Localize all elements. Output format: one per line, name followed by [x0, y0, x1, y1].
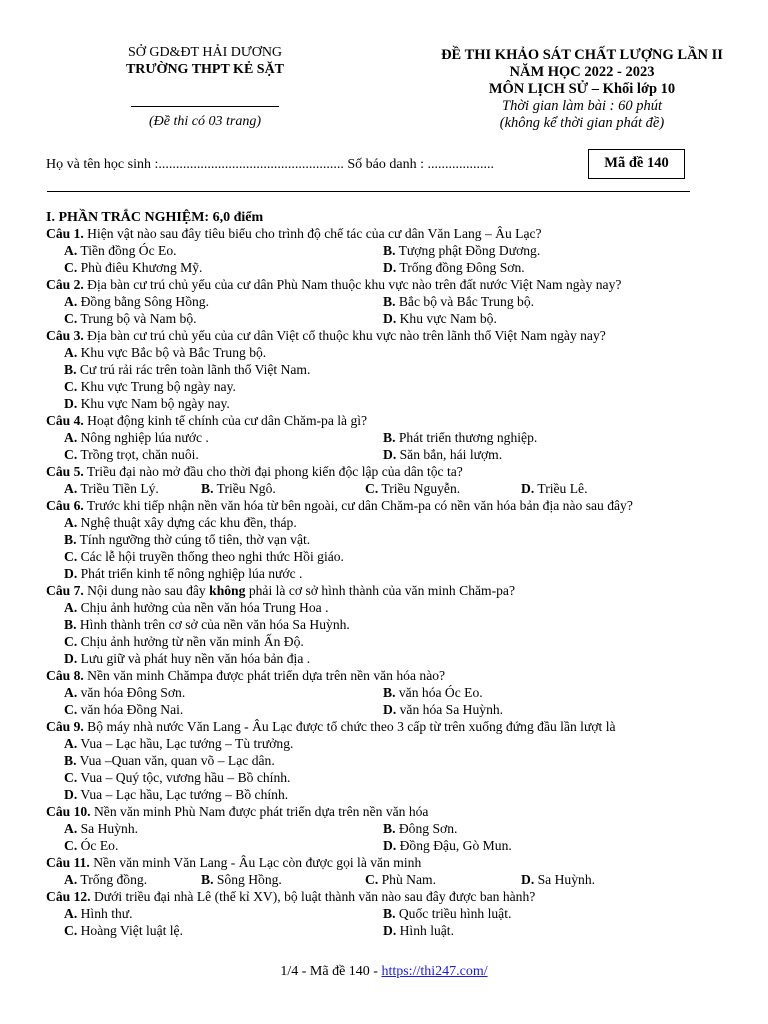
- question-4: [46, 412, 746, 463]
- question-stem: [46, 888, 746, 905]
- options-row: [46, 446, 746, 463]
- option-text: văn hóa Sa Huỳnh.: [396, 702, 504, 717]
- answer-options: [46, 905, 746, 939]
- option-key: B.: [64, 532, 77, 547]
- option-key: A.: [64, 430, 78, 445]
- section-title: I. PHẦN TRẮC NGHIỆM: 6,0 điểm: [46, 210, 264, 225]
- option-text: Chịu ảnh hưởng của nền văn hóa Trung Hoa .: [77, 600, 329, 615]
- question-number: Câu 6.: [46, 498, 84, 513]
- student-id-label: Số báo danh : ...................: [347, 157, 494, 172]
- option-text: Hoàng Việt luật lệ.: [77, 923, 183, 938]
- subject-line: MÔN LỊCH SỬ – Khối lớp 10: [488, 81, 676, 97]
- options-row: [46, 701, 746, 718]
- option-text: Khu vực Nam bộ ngày nay.: [77, 396, 230, 411]
- question-text: phải là cơ sở hình thành của văn minh Chăm-pa?: [245, 583, 515, 598]
- option-key: D.: [64, 566, 78, 581]
- option-key: D.: [383, 260, 397, 275]
- options-row: [46, 242, 746, 259]
- option-b[interactable]: [383, 429, 683, 446]
- option-text: Tiền đồng Óc Eo.: [77, 243, 177, 258]
- option-key: C.: [64, 634, 78, 649]
- question-stem: [46, 327, 746, 344]
- option-text: Vua – Quý tộc, vương hầu – Bồ chính.: [77, 770, 291, 785]
- option-text: Các lễ hội truyền thống theo nghi thức Hồi giáo.: [77, 549, 344, 564]
- question-stem: [46, 718, 746, 735]
- option-d[interactable]: [46, 395, 746, 412]
- option-d[interactable]: [383, 446, 683, 463]
- option-c[interactable]: [46, 548, 746, 565]
- option-d[interactable]: [383, 701, 683, 718]
- question-12: [46, 888, 746, 939]
- option-a[interactable]: [46, 905, 383, 922]
- question-text: Nền văn minh Phù Nam được phát triển dựa trên nền văn hóa: [90, 804, 429, 819]
- option-b[interactable]: [383, 820, 683, 837]
- option-d[interactable]: [521, 871, 641, 888]
- option-a[interactable]: [46, 480, 201, 497]
- options-row: [46, 837, 746, 854]
- question-number: Câu 4.: [46, 413, 84, 428]
- option-key: D.: [383, 311, 397, 326]
- option-c[interactable]: [46, 378, 746, 395]
- option-key: D.: [383, 702, 397, 717]
- option-text: Hình luật.: [396, 923, 454, 938]
- options-row: [46, 310, 746, 327]
- option-text: Phù Nam.: [378, 872, 436, 887]
- option-text: Sông Hồng.: [213, 872, 282, 887]
- question-stem: [46, 497, 746, 514]
- option-key: B.: [383, 430, 396, 445]
- option-key: C.: [365, 481, 379, 496]
- page-footer: [0, 963, 768, 980]
- option-text: Phát triển kinh tế nông nghiệp lúa nước .: [77, 566, 303, 581]
- option-text: Khu vực Bắc bộ và Bắc Trung bộ.: [77, 345, 267, 360]
- option-key: A.: [64, 872, 78, 887]
- option-c[interactable]: [46, 701, 383, 718]
- question-8: [46, 667, 746, 718]
- option-text: Lưu giữ và phát huy nền văn hóa bản địa .: [77, 651, 311, 666]
- option-b[interactable]: [383, 242, 683, 259]
- header-right: [402, 47, 762, 132]
- option-text: Chịu ảnh hưởng từ nền văn minh Ấn Độ.: [77, 634, 304, 649]
- option-a[interactable]: [46, 242, 383, 259]
- option-d[interactable]: [383, 837, 683, 854]
- option-text: Tượng phật Đồng Dương.: [395, 243, 541, 258]
- option-b[interactable]: [201, 480, 365, 497]
- option-c[interactable]: [365, 871, 521, 888]
- answer-options: [46, 820, 746, 854]
- option-key: B.: [383, 685, 396, 700]
- question-stem: [46, 225, 746, 242]
- option-text: Triều Ngô.: [213, 481, 276, 496]
- option-key: B.: [201, 481, 214, 496]
- option-text: Trồng trọt, chăn nuôi.: [77, 447, 199, 462]
- answer-options: [46, 480, 746, 497]
- option-text: Trống đồng.: [77, 872, 148, 887]
- option-key: D.: [521, 481, 535, 496]
- option-key: A.: [64, 906, 78, 921]
- option-key: A.: [64, 243, 78, 258]
- option-key: A.: [64, 685, 78, 700]
- question-7: [46, 582, 746, 667]
- question-number: Câu 2.: [46, 277, 84, 292]
- option-c[interactable]: [46, 922, 383, 939]
- question-stem: [46, 582, 746, 599]
- option-key: D.: [64, 787, 78, 802]
- question-text: Dưới triều đại nhà Lê (thế kỉ XV), bộ luật thành văn nào sau đây được ban hành?: [90, 889, 536, 904]
- option-c[interactable]: [46, 259, 383, 276]
- option-a[interactable]: [46, 344, 746, 361]
- options-row: [46, 259, 746, 276]
- option-a[interactable]: [46, 684, 383, 701]
- option-text: Đồng bằng Sông Hồng.: [77, 294, 210, 309]
- footer-text: 1/4 - Mã đề 140 -: [280, 964, 382, 979]
- option-text: Tính ngưỡng thờ cúng tổ tiên, thờ vạn vật.: [76, 532, 311, 547]
- option-text: Trung bộ và Nam bộ.: [77, 311, 197, 326]
- option-text: Quốc triều hình luật.: [395, 906, 512, 921]
- option-text: Vua – Lạc hầu, Lạc tướng – Bồ chính.: [77, 787, 289, 802]
- option-key: B.: [383, 243, 396, 258]
- option-a[interactable]: [46, 820, 383, 837]
- option-text: Triều Tiền Lý.: [77, 481, 159, 496]
- question-text: Địa bàn cư trú chủ yếu của cư dân Việt cổ thuộc khu vực nào trên lãnh thổ Việt Nam ngày nay?: [83, 328, 606, 343]
- question-number: Câu 1.: [46, 226, 84, 241]
- option-key: D.: [64, 396, 78, 411]
- option-text: Khu vực Trung bộ ngày nay.: [77, 379, 236, 394]
- options-row: [46, 871, 746, 888]
- option-key: B.: [383, 294, 396, 309]
- option-key: B.: [64, 362, 77, 377]
- option-key: B.: [201, 872, 214, 887]
- footer-link[interactable]: https://thi247.com/: [381, 964, 488, 979]
- question-5: [46, 463, 746, 497]
- question-10: [46, 803, 746, 854]
- option-b[interactable]: [46, 616, 746, 633]
- option-key: D.: [383, 447, 397, 462]
- options-row: [46, 820, 746, 837]
- question-text: Triều đại nào mở đầu cho thời đại phong kiến độc lập của dân tộc ta?: [83, 464, 463, 479]
- option-text: Hình thư.: [77, 906, 133, 921]
- question-stem: [46, 412, 746, 429]
- option-text: Vua –Quan văn, quan võ – Lạc dân.: [76, 753, 275, 768]
- exam-code-box: Mã đề 140: [588, 149, 685, 179]
- answer-options: [46, 599, 746, 667]
- question-stem: [46, 276, 746, 293]
- department-name: SỞ GD&ĐT HẢI DƯƠNG: [127, 45, 283, 60]
- question-text: Bộ máy nhà nước Văn Lang - Âu Lạc được tổ chức theo 3 cấp từ trên xuống đứng đầu lần lượt là: [83, 719, 616, 734]
- option-c[interactable]: [46, 446, 383, 463]
- question-text: Địa bàn cư trú chủ yếu của cư dân Phù Nam thuộc khu vực nào trên đất nước Việt Nam ngày nay?: [83, 277, 622, 292]
- option-text: Nghệ thuật xây dựng các khu đền, tháp.: [77, 515, 297, 530]
- option-key: C.: [64, 311, 78, 326]
- question-list: [46, 225, 746, 939]
- exam-title: ĐỀ THI KHẢO SÁT CHẤT LƯỢNG LẦN II: [441, 47, 723, 63]
- option-key: C.: [64, 702, 78, 717]
- question-number: Câu 8.: [46, 668, 84, 683]
- option-c[interactable]: [46, 837, 383, 854]
- options-row: [46, 480, 746, 497]
- school-name: TRƯỜNG THPT KẺ SẶT: [125, 62, 285, 77]
- option-d[interactable]: [383, 922, 683, 939]
- header-divider: [131, 106, 279, 107]
- option-c[interactable]: [46, 310, 383, 327]
- option-key: D.: [64, 651, 78, 666]
- option-key: A.: [64, 294, 78, 309]
- option-key: C.: [64, 260, 78, 275]
- question-number: Câu 12.: [46, 889, 91, 904]
- options-row: [46, 905, 746, 922]
- option-text: Đông Sơn.: [395, 821, 458, 836]
- option-key: D.: [383, 838, 397, 853]
- question-11: [46, 854, 746, 888]
- question-emphasis: không: [209, 583, 246, 598]
- answer-options: [46, 344, 746, 412]
- option-d[interactable]: [46, 650, 746, 667]
- option-text: Triều Nguyễn.: [378, 481, 461, 496]
- option-d[interactable]: [521, 480, 641, 497]
- question-stem: [46, 803, 746, 820]
- option-b[interactable]: [46, 531, 746, 548]
- option-b[interactable]: [201, 871, 365, 888]
- option-key: A.: [64, 481, 78, 496]
- question-number: Câu 7.: [46, 583, 84, 598]
- options-row: [46, 429, 746, 446]
- option-key: A.: [64, 736, 78, 751]
- option-text: văn hóa Đồng Nai.: [77, 702, 184, 717]
- option-key: C.: [64, 379, 78, 394]
- question-stem: [46, 667, 746, 684]
- answer-options: [46, 684, 746, 718]
- question-number: Câu 11.: [46, 855, 90, 870]
- option-text: Bắc bộ và Bắc Trung bộ.: [395, 294, 535, 309]
- student-info-line: [46, 156, 494, 173]
- answer-options: [46, 735, 746, 803]
- question-9: [46, 718, 746, 803]
- option-a[interactable]: [46, 871, 201, 888]
- option-d[interactable]: [46, 786, 746, 803]
- question-text: Nền văn minh Văn Lang - Âu Lạc còn được gọi là văn minh: [89, 855, 422, 870]
- question-stem: [46, 463, 746, 480]
- option-key: C.: [64, 923, 78, 938]
- option-key: C.: [64, 838, 78, 853]
- pages-note: (Đề thi có 03 trang): [149, 114, 261, 129]
- option-a[interactable]: [46, 735, 746, 752]
- option-d[interactable]: [383, 259, 683, 276]
- option-key: C.: [64, 770, 78, 785]
- option-key: D.: [521, 872, 535, 887]
- option-d[interactable]: [383, 310, 683, 327]
- question-text: Trước khi tiếp nhận nền văn hóa từ bên ngoài, cư dân Chăm-pa có nền văn hóa bản địa nào sau đây?: [83, 498, 633, 513]
- option-text: Khu vực Nam bộ.: [396, 311, 497, 326]
- option-text: Trống đồng Đông Sơn.: [396, 260, 525, 275]
- option-text: văn hóa Đông Sơn.: [77, 685, 186, 700]
- question-1: [46, 225, 746, 276]
- option-text: Đồng Đậu, Gò Mun.: [396, 838, 512, 853]
- option-key: B.: [64, 753, 77, 768]
- option-text: Nông nghiệp lúa nước .: [77, 430, 209, 445]
- question-text: Hoạt động kinh tế chính của cư dân Chăm-pa là gì?: [83, 413, 368, 428]
- header-left: [90, 44, 320, 130]
- options-row: [46, 684, 746, 701]
- option-text: Sa Huỳnh.: [534, 872, 596, 887]
- option-text: Hình thành trên cơ sở của nền văn hóa Sa Huỳnh.: [76, 617, 350, 632]
- answer-options: [46, 514, 746, 582]
- school-year: NĂM HỌC 2022 - 2023: [509, 64, 655, 80]
- option-d[interactable]: [46, 565, 746, 582]
- options-row: [46, 293, 746, 310]
- exam-time: Thời gian làm bài : 60 phút: [502, 98, 662, 114]
- option-text: Phù điêu Khương Mỹ.: [77, 260, 203, 275]
- option-text: Triều Lê.: [534, 481, 588, 496]
- option-key: A.: [64, 821, 78, 836]
- option-a[interactable]: [46, 599, 746, 616]
- options-row: [46, 922, 746, 939]
- option-text: Vua – Lạc hầu, Lạc tướng – Tù trưởng.: [77, 736, 294, 751]
- option-key: B.: [64, 617, 77, 632]
- question-number: Câu 3.: [46, 328, 84, 343]
- option-c[interactable]: [46, 769, 746, 786]
- question-text: Nền văn minh Chămpa được phát triển dựa trên nền văn hóa nào?: [83, 668, 446, 683]
- option-text: Óc Eo.: [77, 838, 119, 853]
- option-b[interactable]: [383, 684, 683, 701]
- question-number: Câu 9.: [46, 719, 84, 734]
- option-key: A.: [64, 345, 78, 360]
- question-2: [46, 276, 746, 327]
- student-name-label: Họ và tên học sinh :.....................................................: [46, 157, 344, 172]
- option-b[interactable]: [383, 293, 683, 310]
- header-rule: [47, 191, 690, 192]
- option-text: Cư trú rải rác trên toàn lãnh thổ Việt Nam.: [76, 362, 311, 377]
- option-a[interactable]: [46, 293, 383, 310]
- option-c[interactable]: [46, 633, 746, 650]
- question-text: Hiện vật nào sau đây tiêu biểu cho trình độ chế tác của cư dân Văn Lang – Âu Lạc?: [83, 226, 542, 241]
- answer-options: [46, 242, 746, 276]
- option-key: A.: [64, 515, 78, 530]
- option-b[interactable]: [46, 361, 746, 378]
- answer-options: [46, 293, 746, 327]
- option-key: A.: [64, 600, 78, 615]
- option-text: Phát triển thương nghiệp.: [395, 430, 538, 445]
- option-a[interactable]: [46, 429, 383, 446]
- option-text: Săn bắn, hái lượm.: [396, 447, 503, 462]
- option-key: D.: [383, 923, 397, 938]
- option-key: C.: [64, 447, 78, 462]
- question-number: Câu 10.: [46, 804, 91, 819]
- question-number: Câu 5.: [46, 464, 84, 479]
- exam-time-note: (không kể thời gian phát đề): [499, 115, 665, 131]
- question-3: [46, 327, 746, 412]
- option-key: C.: [365, 872, 379, 887]
- option-key: B.: [383, 906, 396, 921]
- option-c[interactable]: [365, 480, 521, 497]
- option-key: C.: [64, 549, 78, 564]
- option-b[interactable]: [383, 905, 683, 922]
- answer-options: [46, 871, 746, 888]
- question-stem: [46, 854, 746, 871]
- option-text: Sa Huỳnh.: [77, 821, 139, 836]
- option-a[interactable]: [46, 514, 746, 531]
- option-key: B.: [383, 821, 396, 836]
- option-text: văn hóa Óc Eo.: [395, 685, 483, 700]
- answer-options: [46, 429, 746, 463]
- option-b[interactable]: [46, 752, 746, 769]
- question-6: [46, 497, 746, 582]
- question-text: Nội dung nào sau đây: [83, 583, 210, 598]
